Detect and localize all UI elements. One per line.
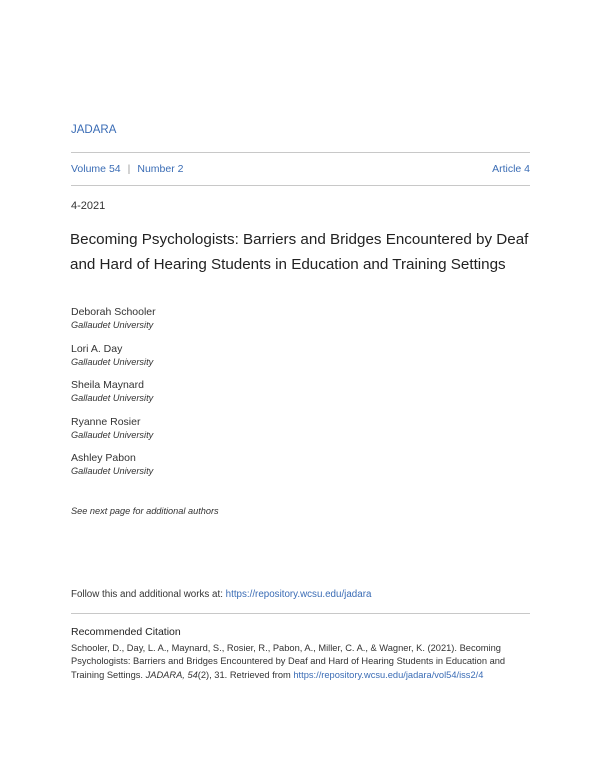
article-link[interactable]: Article 4: [492, 163, 530, 175]
publication-date: 4-2021: [71, 200, 106, 212]
divider-middle: [71, 185, 530, 186]
author-list: [71, 306, 471, 489]
citation-link[interactable]: https://repository.wcsu.edu/jadara/vol54/iss2/4: [293, 669, 484, 680]
number-link[interactable]: Number 2: [137, 163, 184, 175]
divider-top: [71, 152, 530, 153]
author-entry: [71, 306, 471, 343]
article-title: Becoming Psychologists: Barriers and Bridges Encountered by Deaf and Hard of Hearing Students in Education and Training Settings: [70, 231, 529, 273]
author-name: Sheila Maynard: [71, 379, 144, 391]
author-affiliation: Gallaudet University: [71, 320, 154, 330]
volume-link[interactable]: Volume 54: [71, 163, 121, 175]
recommended-citation-heading: Recommended Citation: [71, 626, 181, 638]
author-entry: [71, 343, 471, 380]
volume-issue-line: [71, 163, 183, 175]
author-entry: [71, 379, 471, 416]
follow-text: Follow this and additional works at:: [71, 589, 226, 600]
follow-line: [71, 589, 371, 600]
journal-link[interactable]: JADARA: [71, 124, 117, 136]
author-affiliation: Gallaudet University: [71, 393, 154, 403]
citation-text: [71, 642, 533, 682]
author-entry: [71, 416, 471, 453]
author-entry: [71, 452, 471, 489]
citation-issue: (2), 31. Retrieved from: [197, 669, 294, 680]
see-next-page-note: See next page for additional authors: [71, 506, 219, 516]
author-affiliation: Gallaudet University: [71, 466, 154, 476]
author-affiliation: Gallaudet University: [71, 429, 154, 440]
citation-body: Schooler, D., Day, L. A., Maynard, S., Rosier, R., Pabon, A., Miller, C. A., & Wagner, K. (2021). Becoming Psychologists: Barriers and Bridges Encountered by Deaf and Hard of Hearing Students in Education and Training Settings.: [71, 643, 506, 680]
separator: |: [127, 163, 131, 175]
author-affiliation: Gallaudet University: [71, 356, 154, 367]
author-name: Ryanne Rosier: [71, 415, 141, 428]
author-name: Deborah Schooler: [71, 306, 156, 318]
divider-bottom: [71, 613, 530, 614]
author-name: Lori A. Day: [71, 342, 123, 355]
author-name: Ashley Pabon: [71, 452, 136, 464]
citation-journal: JADARA, 54: [145, 669, 198, 680]
repository-link[interactable]: https://repository.wcsu.edu/jadara: [225, 589, 372, 600]
